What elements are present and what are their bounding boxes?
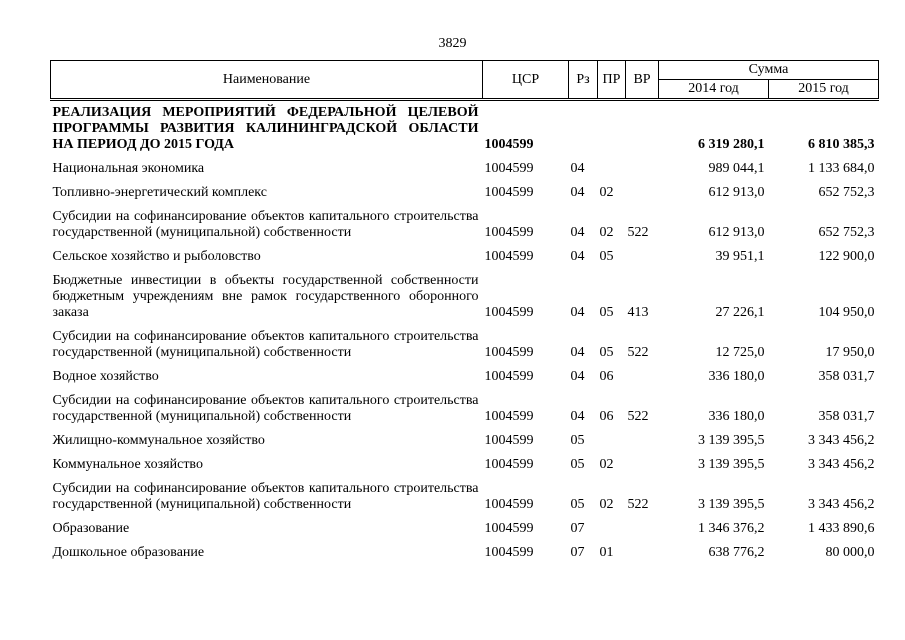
row-sum-2015: 1 433 890,6	[808, 521, 875, 536]
header-csr: ЦСР	[483, 61, 569, 100]
row-sum-2014: 336 180,0	[708, 409, 765, 424]
row-sum-2015: 6 810 385,3	[808, 137, 875, 152]
row-pr: 02	[599, 497, 614, 512]
budget-table	[50, 60, 879, 563]
row-pr: 06	[599, 369, 614, 384]
row-pr: 05	[599, 249, 614, 264]
table-row	[51, 363, 879, 387]
row-vr: 522	[627, 409, 649, 424]
row-vr	[626, 243, 659, 267]
row-pr: 02	[599, 457, 614, 472]
row-vr	[626, 451, 659, 475]
row-csr: 1004599	[484, 497, 534, 512]
row-sum-2014: 12 725,0	[715, 345, 765, 360]
row-sum-2014: 39 951,1	[715, 249, 765, 264]
row-sum-2014: 638 776,2	[708, 545, 765, 560]
header-year-2015: 2015 год	[769, 80, 879, 100]
row-csr: 1004599	[484, 457, 534, 472]
row-name: Коммунальное хозяйство	[52, 457, 203, 472]
row-rz	[569, 100, 598, 156]
row-name: Сельское хозяйство и рыболовство	[52, 249, 261, 264]
row-csr: 1004599	[484, 249, 534, 264]
row-sum-2015: 17 950,0	[825, 345, 875, 360]
row-name: Национальная экономика	[52, 161, 205, 176]
row-name: РЕАЛИЗАЦИЯ МЕРОПРИЯТИЙ ФЕДЕРАЛЬНОЙ ЦЕЛЕВОЙ ПРОГРАММЫ РАЗВИТИЯ КАЛИНИНГРАДСКОЙ ОБЛАСТИ НА ПЕРИОД ДО 2015 ГОДА	[52, 105, 479, 152]
row-rz: 04	[570, 225, 585, 240]
row-pr: 05	[599, 345, 614, 360]
row-pr	[598, 515, 626, 539]
row-name: Образование	[52, 521, 130, 536]
row-csr: 1004599	[484, 369, 534, 384]
row-csr: 1004599	[484, 345, 534, 360]
row-vr	[626, 539, 659, 563]
row-sum-2015: 3 343 456,2	[808, 433, 875, 448]
row-rz: 04	[570, 249, 585, 264]
row-sum-2014: 612 913,0	[708, 185, 765, 200]
row-pr: 01	[599, 545, 614, 560]
row-sum-2015: 358 031,7	[818, 409, 875, 424]
row-sum-2014: 6 319 280,1	[698, 137, 765, 152]
row-sum-2014: 1 346 376,2	[698, 521, 765, 536]
table-row	[51, 539, 879, 563]
table-row	[51, 243, 879, 267]
row-csr: 1004599	[484, 305, 534, 320]
row-rz: 05	[570, 433, 585, 448]
table-row	[51, 515, 879, 539]
row-csr: 1004599	[484, 185, 534, 200]
row-sum-2014: 612 913,0	[708, 225, 765, 240]
table-body	[51, 100, 879, 564]
header-sum: Сумма	[659, 61, 879, 80]
table-row	[51, 451, 879, 475]
row-sum-2014: 27 226,1	[715, 305, 765, 320]
row-csr: 1004599	[484, 137, 534, 152]
row-pr: 02	[599, 185, 614, 200]
row-sum-2014: 3 139 395,5	[698, 497, 765, 512]
row-sum-2015: 652 752,3	[818, 185, 875, 200]
row-vr: 522	[627, 345, 649, 360]
row-name: Субсидии на софинансирование объектов капитального строительства государственной (муниципальной) собственности	[52, 393, 479, 424]
header-pr: ПР	[598, 61, 626, 100]
header-rz: Рз	[569, 61, 598, 100]
row-vr	[626, 155, 659, 179]
header-vr: ВР	[626, 61, 659, 100]
row-name: Жилищно-коммунальное хозяйство	[52, 433, 265, 448]
header-name: Наименование	[51, 61, 483, 100]
row-vr	[626, 363, 659, 387]
row-sum-2015: 358 031,7	[818, 369, 875, 384]
row-name: Субсидии на софинансирование объектов капитального строительства государственной (муниципальной) собственности	[52, 481, 479, 512]
row-rz: 05	[570, 457, 585, 472]
row-sum-2014: 3 139 395,5	[698, 457, 765, 472]
row-vr: 522	[627, 225, 649, 240]
row-name: Субсидии на софинансирование объектов капитального строительства государственной (муниципальной) собственности	[52, 329, 479, 360]
table-header	[51, 61, 879, 100]
row-name: Топливно-энергетический комплекс	[52, 185, 267, 200]
table-row	[51, 387, 879, 427]
row-name: Бюджетные инвестиции в объекты государственной собственности бюджетным учреждениям вне рамок государственного оборонного заказа	[52, 273, 479, 320]
row-sum-2015: 122 900,0	[818, 249, 875, 264]
row-pr: 06	[599, 409, 614, 424]
row-rz: 04	[570, 345, 585, 360]
row-pr	[598, 427, 626, 451]
row-csr: 1004599	[484, 433, 534, 448]
row-pr: 05	[599, 305, 614, 320]
table-row	[51, 475, 879, 515]
row-vr	[626, 515, 659, 539]
row-rz: 04	[570, 369, 585, 384]
row-rz: 04	[570, 305, 585, 320]
row-sum-2014: 989 044,1	[708, 161, 765, 176]
row-vr	[626, 100, 659, 156]
table-row	[51, 179, 879, 203]
row-rz: 07	[570, 545, 585, 560]
row-rz: 04	[570, 161, 585, 176]
table-row	[51, 203, 879, 243]
table-row	[51, 100, 879, 156]
row-sum-2014: 336 180,0	[708, 369, 765, 384]
row-vr: 413	[627, 305, 649, 320]
row-vr	[626, 179, 659, 203]
row-rz: 07	[570, 521, 585, 536]
table-row	[51, 323, 879, 363]
row-csr: 1004599	[484, 409, 534, 424]
row-vr: 522	[627, 497, 649, 512]
row-name: Водное хозяйство	[52, 369, 159, 384]
row-name: Дошкольное образование	[52, 545, 205, 560]
row-sum-2015: 80 000,0	[825, 545, 875, 560]
row-sum-2015: 3 343 456,2	[808, 457, 875, 472]
row-csr: 1004599	[484, 225, 534, 240]
row-rz: 04	[570, 409, 585, 424]
table-row	[51, 155, 879, 179]
row-sum-2015: 3 343 456,2	[808, 497, 875, 512]
row-csr: 1004599	[484, 161, 534, 176]
table-row	[51, 267, 879, 323]
page-number: 3829	[438, 36, 467, 51]
row-pr	[598, 155, 626, 179]
row-sum-2015: 1 133 684,0	[808, 161, 875, 176]
row-csr: 1004599	[484, 521, 534, 536]
table-row	[51, 427, 879, 451]
row-csr: 1004599	[484, 545, 534, 560]
row-pr: 02	[599, 225, 614, 240]
row-sum-2015: 104 950,0	[818, 305, 875, 320]
row-name: Субсидии на софинансирование объектов капитального строительства государственной (муниципальной) собственности	[52, 209, 479, 240]
row-rz: 04	[570, 185, 585, 200]
row-vr	[626, 427, 659, 451]
row-pr	[598, 100, 626, 156]
row-sum-2015: 652 752,3	[818, 225, 875, 240]
row-sum-2014: 3 139 395,5	[698, 433, 765, 448]
header-year-2014: 2014 год	[659, 80, 769, 100]
row-rz: 05	[570, 497, 585, 512]
